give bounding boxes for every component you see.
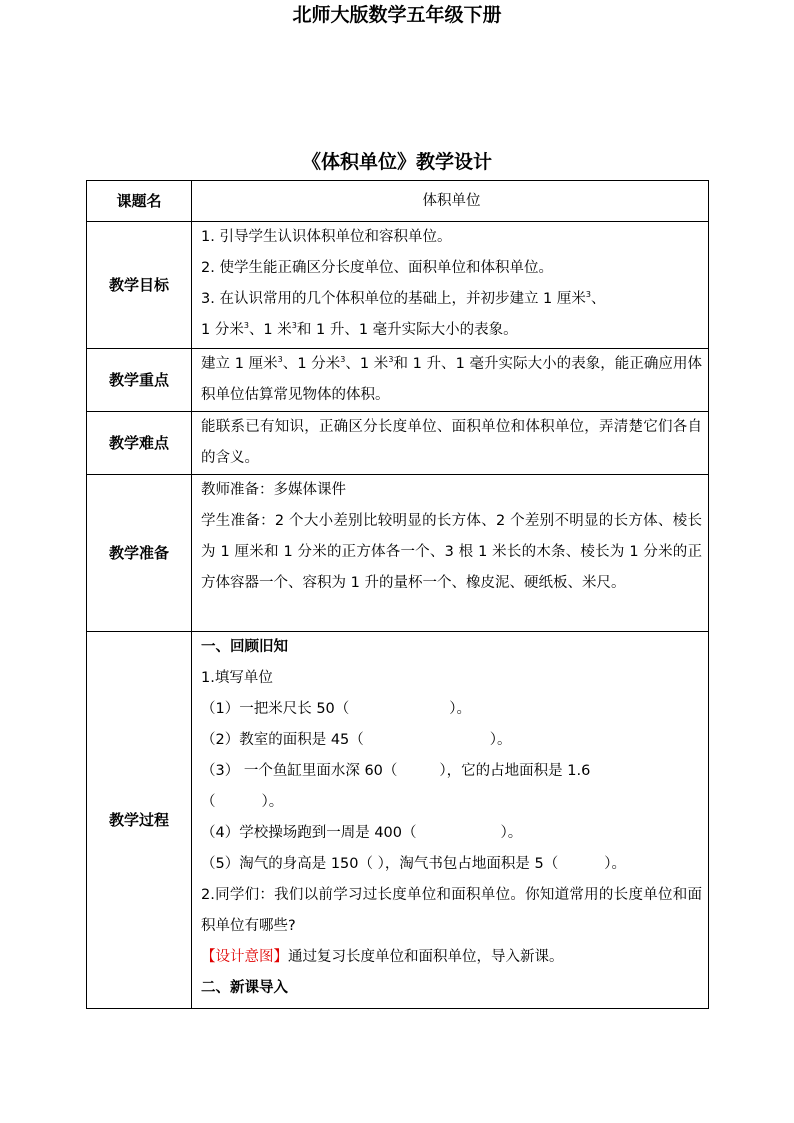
goals-content bbox=[192, 222, 709, 349]
document-title: 北师大版数学五年级下册 bbox=[292, 4, 502, 26]
difficulty-content: 能联系已有知识，正确区分长度单位、面积单位和体积单位，弄清楚它们各自的含义。 bbox=[192, 412, 709, 475]
table-row bbox=[87, 632, 709, 1009]
goal-line-1: 1. 引导学生认识体积单位和容积单位。 bbox=[201, 229, 452, 245]
question-1: （1）一把米尺长 50（ ）。 bbox=[201, 701, 472, 717]
section-new-lesson: 二、新课导入 bbox=[201, 980, 288, 996]
design-intent bbox=[201, 942, 702, 973]
question-3: （3） 一个鱼缸里面水深 60（ ），它的占地面积是 1.6 bbox=[201, 763, 591, 779]
process-label: 教学过程 bbox=[87, 632, 192, 1009]
process-content bbox=[192, 632, 709, 1009]
table-row bbox=[87, 412, 709, 475]
table-row bbox=[87, 475, 709, 632]
review-question-2: 2.同学们：我们以前学习过长度单位和面积单位。你知道常用的长度单位和面积单位有哪些? bbox=[201, 887, 702, 934]
goal-line-2: 2. 使学生能正确区分长度单位、面积单位和体积单位。 bbox=[201, 260, 553, 276]
table-row bbox=[87, 181, 709, 222]
topic-label: 课题名 bbox=[87, 181, 192, 222]
fill-units-heading: 1.填写单位 bbox=[201, 670, 273, 686]
design-intent-text: 通过复习长度单位和面积单位，导入新课。 bbox=[288, 949, 564, 965]
preparation-content bbox=[192, 475, 709, 632]
goals-label: 教学目标 bbox=[87, 222, 192, 349]
question-5: （5）淘气的身高是 150（ ），淘气书包占地面积是 5（ ）。 bbox=[201, 856, 626, 872]
goal-line-3: 3. 在认识常用的几个体积单位的基础上，并初步建立 1 厘米$^3$、 bbox=[201, 290, 606, 307]
table-row bbox=[87, 349, 709, 412]
section-review: 一、回顾旧知 bbox=[201, 639, 288, 655]
student-prep: 学生准备：2 个大小差别比较明显的长方体、2 个差别不明显的长方体、棱长为 1 厘米和 1 分米的正方体各一个、3 根 1 米长的木条、棱长为 1 分米的正方体容器一个、容积为 1 升的量杯一个、橡皮泥、硬纸板、米尺。 bbox=[201, 513, 702, 591]
topic-value: 体积单位 bbox=[192, 181, 709, 222]
question-3-cont: （ ）。 bbox=[201, 794, 284, 810]
table-row bbox=[87, 222, 709, 349]
teacher-prep: 教师准备：多媒体课件 bbox=[201, 482, 346, 498]
key-points-content: 建立 1 厘米$^3$、1 分米$^3$、1 米$^3$和 1 升、1 毫升实际大小的表象，能正确应用体积单位估算常见物体的体积。 bbox=[192, 349, 709, 412]
question-4: （4）学校操场跑到一周是 400（ ）。 bbox=[201, 825, 523, 841]
preparation-label: 教学准备 bbox=[87, 475, 192, 632]
question-2: （2）教室的面积是 45（ ）。 bbox=[201, 732, 512, 748]
lesson-plan-table bbox=[86, 180, 709, 1009]
document-subtitle: 《体积单位》教学设计 bbox=[301, 151, 492, 173]
design-intent-tag: 【设计意图】 bbox=[201, 949, 288, 965]
goal-line-4: 1 分米$^3$、1 米$^3$和 1 升、1 毫升实际大小的表象。 bbox=[201, 321, 518, 338]
difficulty-label: 教学难点 bbox=[87, 412, 192, 475]
key-points-label: 教学重点 bbox=[87, 349, 192, 412]
